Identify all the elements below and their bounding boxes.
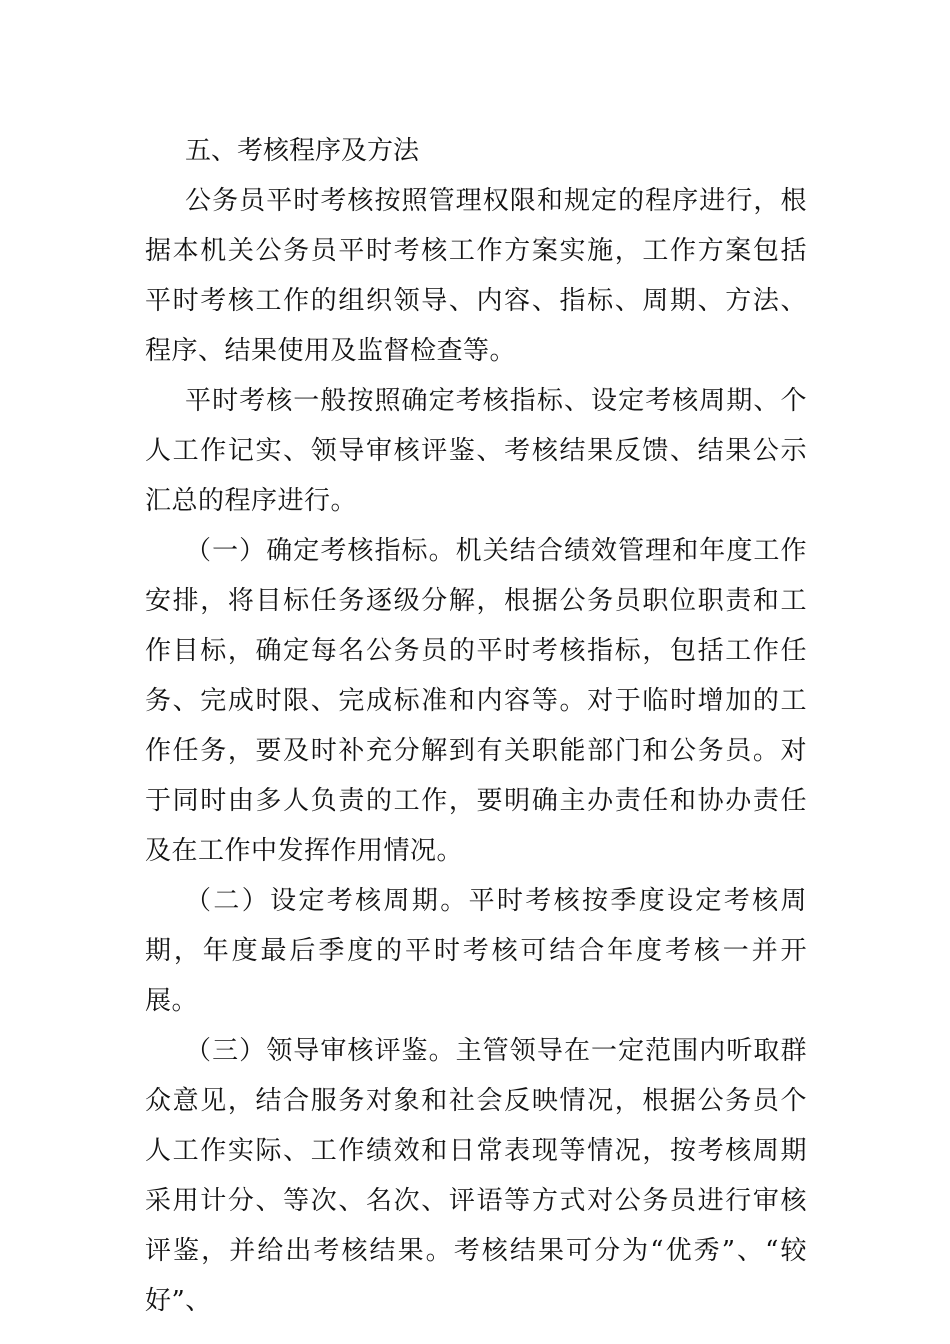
section-heading: 五、考核程序及方法 [185, 136, 420, 166]
paragraph-procedure-overview: 公务员平时考核按照管理权限和规定的程序进行，根据本机关公务员平时考核工作方案实施，工作方案包括平时考核工作的组织领导、内容、指标、周期、方法、程序、结果使用及监督检查等。 [145, 186, 807, 366]
paragraph-procedure-steps: 平时考核一般按照确定考核指标、设定考核周期、个人工作记实、领导审核评鉴、考核结果反馈、结果公示汇总的程序进行。 [145, 386, 807, 516]
paragraph-step-2-period: （二）设定考核周期。平时考核按季度设定考核周期，年度最后季度的平时考核可结合年度考核一并开展。 [145, 886, 807, 1016]
document-page [145, 126, 807, 1326]
paragraph-step-3-review: （三）领导审核评鉴。主管领导在一定范围内听取群众意见，结合服务对象和社会反映情况，根据公务员个人工作实际、工作绩效和日常表现等情况，按考核周期采用计分、等次、名次、评语等方式对公务员进行审核评鉴，并给出考核结果。考核结果可分为“优秀”、“较好”、 [145, 1036, 807, 1316]
paragraph-step-1-indicators: （一）确定考核指标。机关结合绩效管理和年度工作安排，将目标任务逐级分解，根据公务员职位职责和工作目标，确定每名公务员的平时考核指标，包括工作任务、完成时限、完成标准和内容等。对于临时增加的工作任务，要及时补充分解到有关职能部门和公务员。对于同时由多人负责的工作，要明确主办责任和协办责任及在工作中发挥作用情况。 [145, 536, 807, 866]
